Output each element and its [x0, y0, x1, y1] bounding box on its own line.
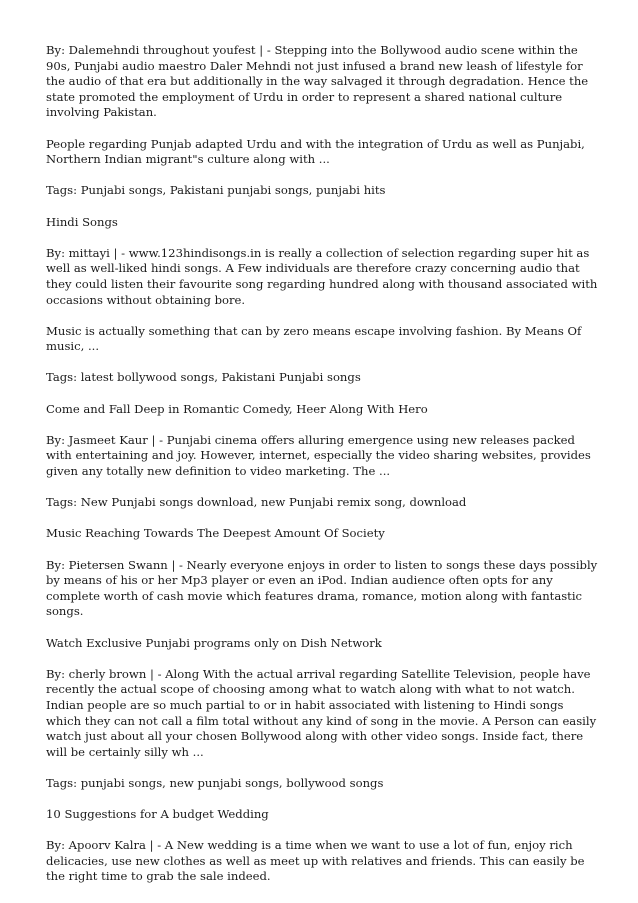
- article-2-summary: By: mittayi | - www.123hindisongs.in is really a collection of selection regarding super hit as well as well-liked hindi songs. A Few individuals are therefore crazy concerning audio that they could listen their favourite song regarding hundred along with thousand associated with occasions without obtaining bore.: [46, 245, 598, 307]
- article-5-title: Watch Exclusive Punjabi programs only on Dish Network: [46, 635, 382, 650]
- article-2-continuation: Music is actually something that can by zero means escape involving fashion. By Means Of music, ...: [46, 323, 582, 354]
- article-2-title: Hindi Songs: [46, 214, 118, 229]
- article-2-tags: Tags: latest bollywood songs, Pakistani Punjabi songs: [46, 370, 361, 385]
- article-1-tags: Tags: Punjabi songs, Pakistani punjabi songs, punjabi hits: [46, 183, 386, 198]
- article-3-title: Come and Fall Deep in Romantic Comedy, Heer Along With Hero: [46, 401, 428, 416]
- article-6-summary: By: Apoorv Kalra | - A New wedding is a time when we want to use a lot of fun, enjoy rich delicacies, use new clothes as well as meet up with relatives and friends. This can easily be the right time to grab the sale indeed.: [46, 838, 585, 884]
- article-4-summary: By: Pietersen Swann | - Nearly everyone enjoys in order to listen to songs these days possibly by means of his or her Mp3 player or even an iPod. Indian audience often opts for any complete worth of cash movie which features drama, romance, motion along with fantastic songs.: [46, 557, 598, 619]
- article-3-tags: Tags: New Punjabi songs download, new Punjabi remix song, download: [46, 495, 467, 510]
- article-3-summary: By: Jasmeet Kaur | - Punjabi cinema offers alluring emergence using new releases packed with entertaining and joy. However, internet, especially the video sharing websites, provides given any totally new definition to video marketing. The ...: [46, 432, 591, 479]
- article-4-title: Music Reaching Towards The Deepest Amount Of Society: [46, 526, 385, 541]
- article-1-summary: By: Dalemehndi throughout youfest | - Stepping into the Bollywood audio scene within the 90s, Punjabi audio maestro Daler Mehndi not just infused a brand new leash of lifestyle for the audio of that era but additionally in the way salvaged it through degradation. Hence the state promoted the employment of Urdu in order to represent a shared national culture involving Pakistan.: [46, 43, 589, 120]
- article-5-summary: By: cherly brown | - Along With the actual arrival regarding Satellite Television, people have recently the actual scope of choosing among what to watch along with what to not watch. Indian people are so much partial to or in habit associated with listening to Hindi songs which they can not call a film total without any kind of song in the movie. A Person can easily watch just about all your chosen Bollywood along with other video songs. Inside fact, there will be certainly silly wh ...: [46, 666, 597, 759]
- article-5-tags: Tags: punjabi songs, new punjabi songs, bollywood songs: [46, 775, 384, 790]
- document-body: [46, 43, 598, 901]
- article-1-continuation: People regarding Punjab adapted Urdu and with the integration of Urdu as well as Punjabi, Northern Indian migrant"s culture along with ...: [46, 136, 585, 167]
- article-6-title: 10 Suggestions for A budget Wedding: [46, 807, 269, 822]
